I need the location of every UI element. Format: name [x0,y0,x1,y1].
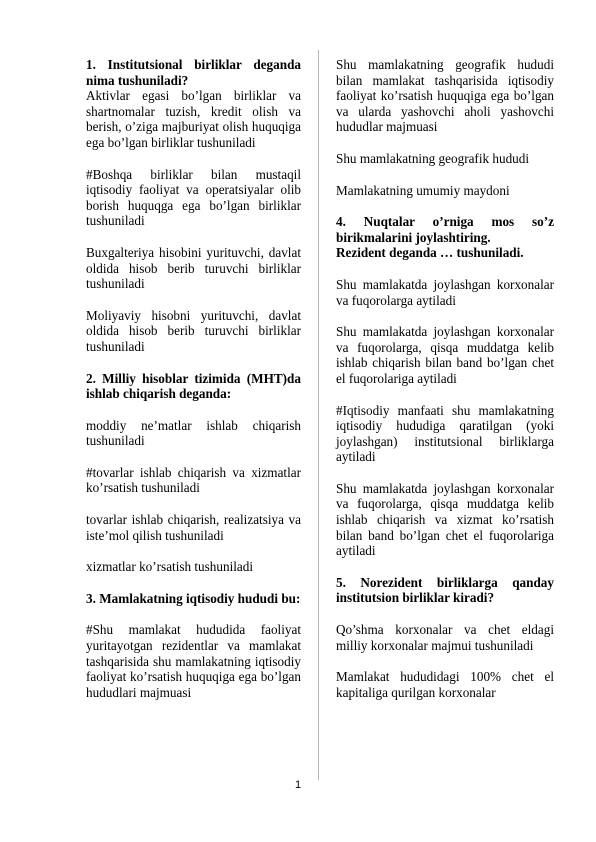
question-1-title: 1. Institutsional birliklar deganda nima tushuniladi? [86,57,301,88]
question-4-subtitle: Rezident deganda … tushuniladi. [336,245,524,261]
answer-option: Moliyaviy hisobni yurituvchi, davlat oldida hisob berib turuvchi birliklar tushuniladi [86,307,301,354]
column-divider [318,50,319,780]
answer-option: Mamlakatning umumiy maydoni [336,182,510,198]
answer-option-correct: #Boshqa birliklar bilan mustaqil iqtisodiy faoliyat va operatsiyalar olib borish huquqga ega bo’lgan birliklar tushuniladi [86,166,301,229]
answer-option: Shu mamlakatning geografik hududi bilan mamlakat tashqarisida iqtisodiy faoliyat ko’rsatish huquqiga ega bo’lgan va ularda yashovchi aholi yashovchi hududlar majmuasi [336,57,554,135]
answer-option-correct: #tovarlar ishlab chiqarish va xizmatlar ko’rsatish tushuniladi [86,464,301,496]
answer-option: Shu mamlakatda joylashgan korxonalar va fuqorolarga, qisqa muddatga kelib ishlab chiqarish bilan band bo’lgan chet el fuqorolariga aytiladi [336,324,554,386]
answer-option: moddiy ne’matlar ishlab chiqarish tushuniladi [86,417,301,449]
question-4-title: 4. Nuqtalar o’rniga mos so’z birikmalarini joylashtiring. [336,214,554,245]
answer-option: Shu mamlakatning geografik hududi [336,150,530,166]
page-number: 1 [294,779,302,791]
answer-option: Buxgalteriya hisobini yurituvchi, davlat oldida hisob berib turuvchi birliklar tushuniladi [86,244,301,292]
answer-option: xizmatlar ko’rsatish tushuniladi [86,559,254,575]
answer-option: Shu mamlakatda joylashgan korxonalar va fuqorolarga aytiladi [336,276,554,308]
question-3-title: 3. Mamlakatning iqtisodiy hududi bu: [86,590,301,606]
answer-option: Qo’shma korxonalar va chet eldagi milliy korxonalar majmui tushuniladi [336,622,554,653]
right-column [336,57,554,716]
answer-option: Aktivlar egasi bo’lgan birliklar va shartnomalar tuzish, kredit olish va berish, o’ziga majburiyat olish huquqiga ega bo’lgan birliklar tushuniladi [86,88,301,150]
question-4 [336,214,554,261]
answer-option: Mamlakat hududidagi 100% chet el kapitaliga qurilgan korxonalar [336,669,554,700]
left-column [86,57,301,716]
question-2-title: 2. Milliy hisoblar tizimida (MHT)da ishlab chiqarish deganda: [86,370,301,402]
question-5-title: 5. Norezident birliklarga qanday institutsion birliklar kiradi? [336,574,554,606]
answer-option: tovarlar ishlab chiqarish, realizatsiya va iste’mol qilish tushuniladi [86,512,301,543]
answer-option-correct: #Shu mamlakat hududida faoliyat yuritayotgan rezidentlar va mamlakat tashqarisida shu mamlakatning iqtisodiy faoliyat ko’rsatish huquqiga ega bo’lgan hududlari majmuasi [86,622,301,700]
answer-option: Shu mamlakatda joylashgan korxonalar va fuqorolarga, qisqa muddatga kelib ishlab chiqarish va xizmat ko’rsatish bilan band bo’lgan chet el fuqorolariga aytiladi [336,480,554,559]
question-1 [86,57,301,151]
answer-option-correct: #Iqtisodiy manfaati shu mamlakatning iqtisodiy hududiga qaratilgan (yoki joylashgan) institutsional birliklarga aytiladi [336,402,554,465]
